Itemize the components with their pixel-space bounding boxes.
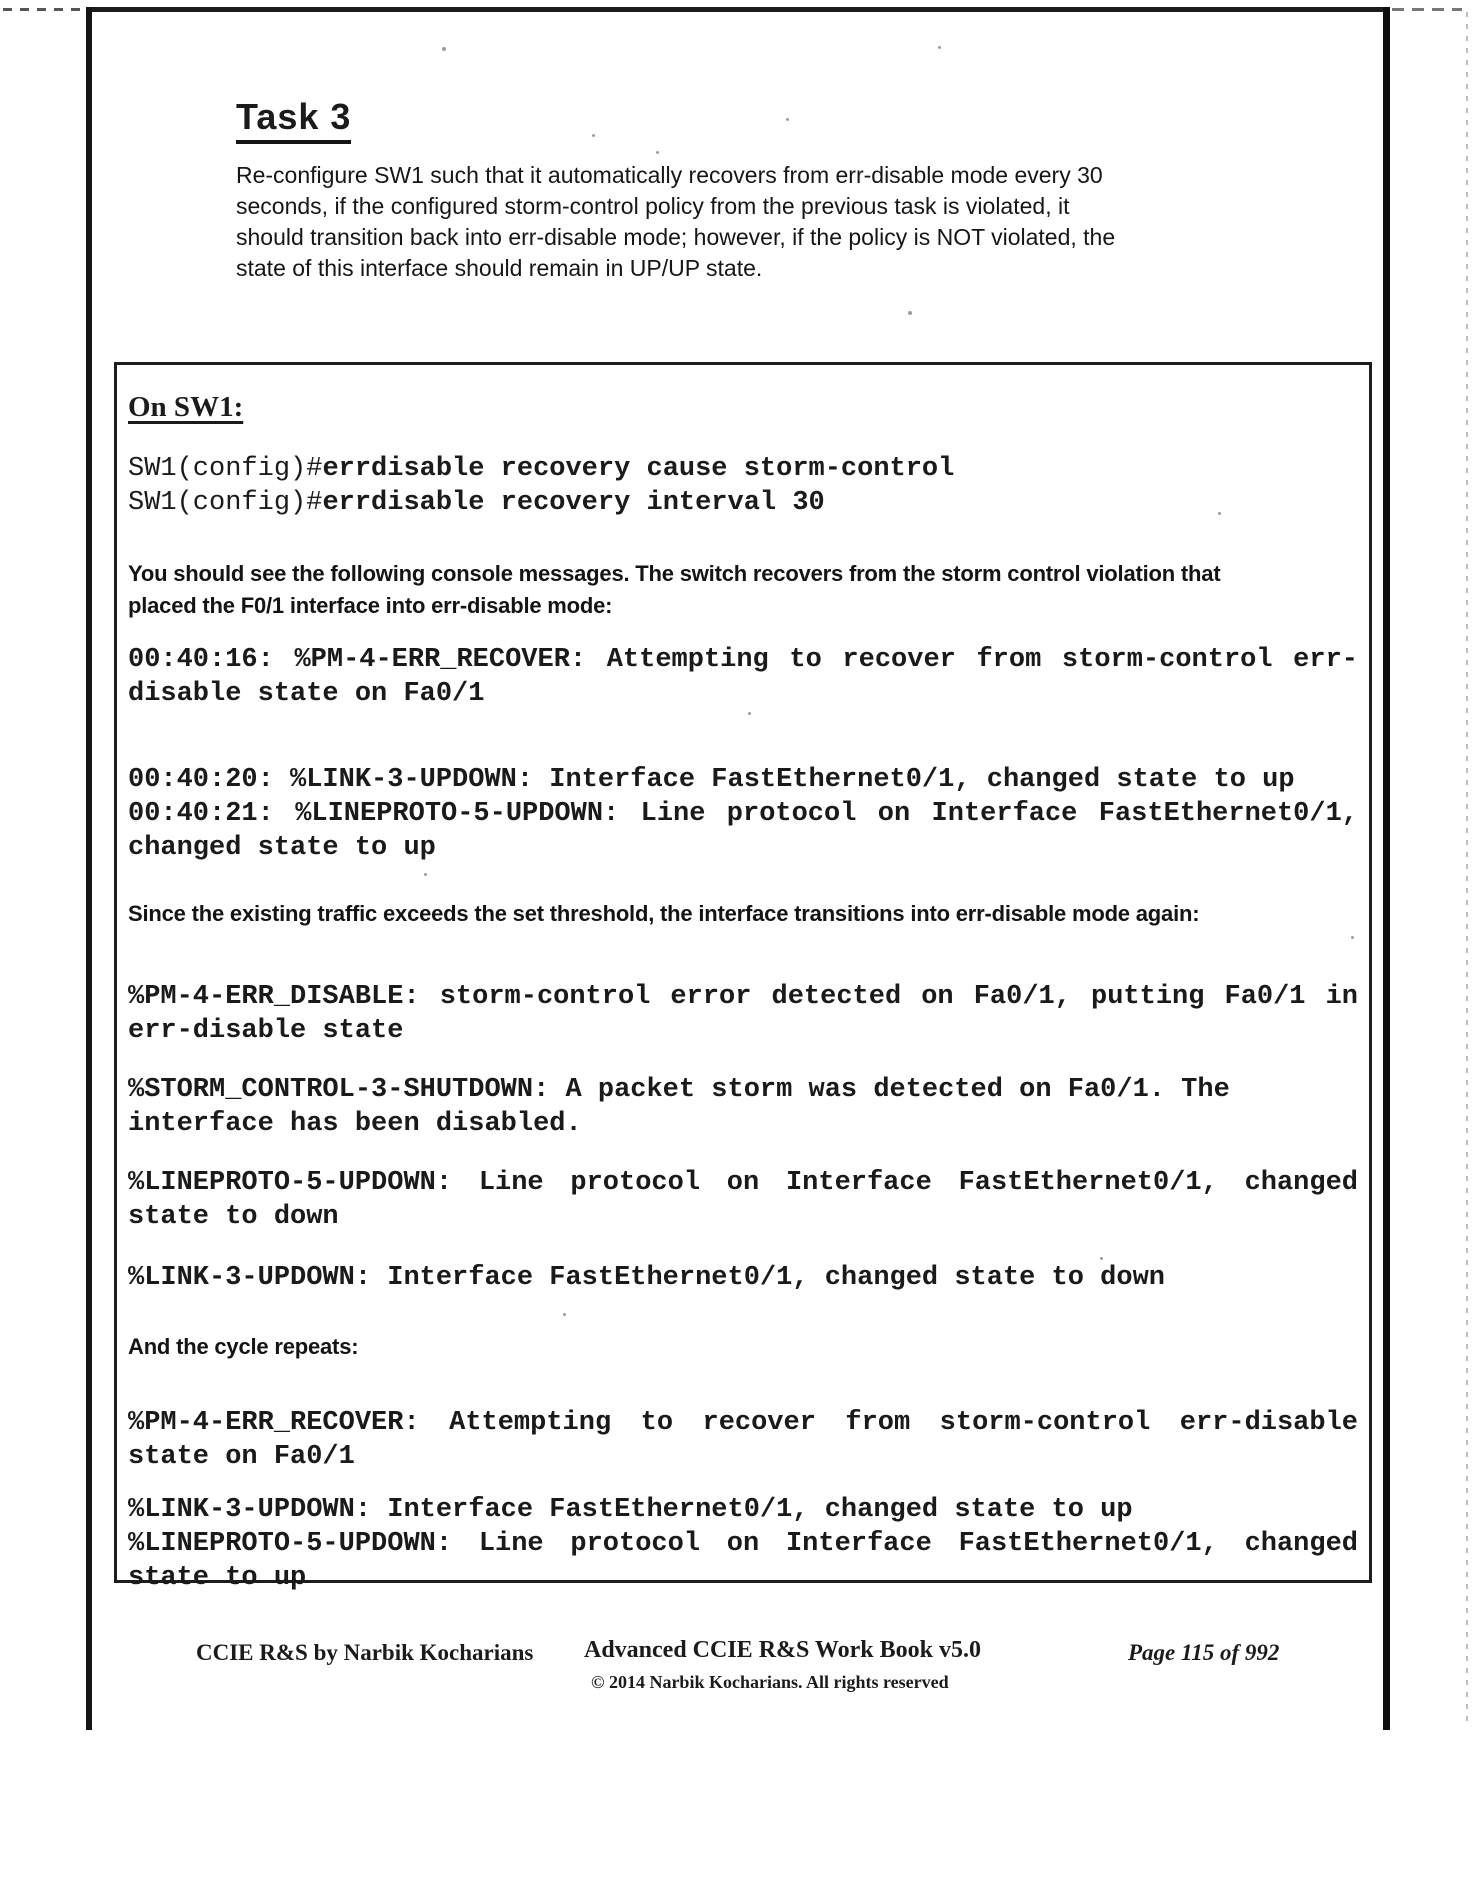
console-log-line: %LINK-3-UPDOWN: Interface FastEthernet0/1, changed state to down xyxy=(128,1263,1165,1293)
cli-prompt: SW1(config)# xyxy=(128,488,323,518)
console-box xyxy=(114,362,1372,1593)
scan-speck xyxy=(938,46,941,49)
cli-prompt: SW1(config)# xyxy=(128,454,323,484)
page-frame-left xyxy=(86,7,92,1730)
config-command-line xyxy=(128,486,1358,520)
task-description-line: should transition back into err-disable mode; however, if the policy is NOT violated, the xyxy=(236,224,1116,250)
console-note-line: You should see the following console messages. The switch recovers from the storm control violation that xyxy=(128,561,1221,586)
console-log-line: %STORM_CONTROL-3-SHUTDOWN: A packet storm was detected on Fa0/1. The xyxy=(128,1075,1230,1105)
page-frame-top xyxy=(86,7,1390,12)
cli-command: errdisable recovery cause storm-control xyxy=(322,454,955,484)
console-log-line: 00:40:20: %LINK-3-UPDOWN: Interface FastEthernet0/1, changed state to up xyxy=(128,765,1295,795)
scan-speck xyxy=(786,118,789,121)
footer-page-number: Page 115 of 992 xyxy=(1128,1640,1280,1665)
console-log-line: 00:40:21: %LINEPROTO-5-UPDOWN: Line protocol on Interface FastEthernet0/1, xyxy=(128,799,1358,829)
console-log-line: %LINEPROTO-5-UPDOWN: Line protocol on Interface FastEthernet0/1, changed xyxy=(128,1168,1358,1198)
console-note: And the cycle repeats: xyxy=(128,1334,359,1359)
console-log-block xyxy=(128,1261,1358,1295)
console-log-line: state to down xyxy=(128,1202,339,1232)
task-title xyxy=(236,96,351,138)
console-log-block xyxy=(128,980,1358,1048)
scan-speck xyxy=(424,873,427,876)
console-log-line: disable state on Fa0/1 xyxy=(128,679,485,709)
console-log-line: changed state to up xyxy=(128,833,436,863)
console-log-block xyxy=(128,1073,1358,1141)
console-log-line: %PM-4-ERR_RECOVER: Attempting to recover from storm-control err-disable xyxy=(128,1408,1358,1438)
scan-speck xyxy=(908,311,912,315)
console-log-block xyxy=(128,763,1358,865)
console-log-line: err-disable state xyxy=(128,1016,404,1046)
task-description-line: seconds, if the configured storm-control policy from the previous task is violated, it xyxy=(236,193,1070,219)
task-description-line: Re-configure SW1 such that it automatically recovers from err-disable mode every 30 xyxy=(236,162,1103,188)
console-log-line: state to up xyxy=(128,1563,307,1593)
scan-speck xyxy=(1100,1257,1103,1260)
scan-speck xyxy=(442,47,446,51)
config-command-line xyxy=(128,452,1358,486)
task-title-text: Task 3 xyxy=(236,96,351,144)
console-log-line: 00:40:16: %PM-4-ERR_RECOVER: Attempting to recover from storm-control err- xyxy=(128,645,1358,675)
scan-speck xyxy=(1351,936,1354,939)
console-log-line: %LINEPROTO-5-UPDOWN: Line protocol on Interface FastEthernet0/1, changed xyxy=(128,1529,1358,1559)
page-edge-dotted-line xyxy=(1466,12,1468,1724)
console-note-line: placed the F0/1 interface into err-disable mode: xyxy=(128,593,613,618)
console-log-block xyxy=(128,1166,1358,1234)
console-log-line: %LINK-3-UPDOWN: Interface FastEthernet0/1, changed state to up xyxy=(128,1495,1133,1525)
scan-speck xyxy=(1218,512,1221,515)
console-log-line: state on Fa0/1 xyxy=(128,1442,355,1472)
console-note xyxy=(128,558,1358,622)
cli-command: errdisable recovery interval 30 xyxy=(322,488,825,518)
box-heading xyxy=(128,391,1358,424)
scan-speck xyxy=(563,1313,566,1316)
console-log-block xyxy=(128,1493,1358,1595)
console-log-block xyxy=(128,643,1358,711)
task-description xyxy=(236,160,1115,284)
page-frame-top-dash-left xyxy=(3,8,83,11)
scan-speck xyxy=(592,134,595,137)
console-log-line: interface has been disabled. xyxy=(128,1109,582,1139)
footer-author: CCIE R&S by Narbik Kocharians xyxy=(196,1640,534,1665)
footer-copyright: © 2014 Narbik Kocharians. All rights reserved xyxy=(591,1672,949,1692)
scan-speck xyxy=(748,712,751,715)
page-frame-top-dash-right xyxy=(1392,8,1462,11)
page-frame-right xyxy=(1383,7,1390,1730)
config-commands xyxy=(128,452,1358,520)
scan-speck xyxy=(656,151,659,154)
console-log-line: %PM-4-ERR_DISABLE: storm-control error detected on Fa0/1, putting Fa0/1 in xyxy=(128,982,1358,1012)
console-log-block xyxy=(128,1406,1358,1474)
box-heading-text: On SW1: xyxy=(128,391,244,423)
task-description-line: state of this interface should remain in UP/UP state. xyxy=(236,255,763,281)
console-note: Since the existing traffic exceeds the set threshold, the interface transitions into err-disable mode again: xyxy=(128,901,1200,926)
footer-book-title: Advanced CCIE R&S Work Book v5.0 xyxy=(584,1637,981,1663)
